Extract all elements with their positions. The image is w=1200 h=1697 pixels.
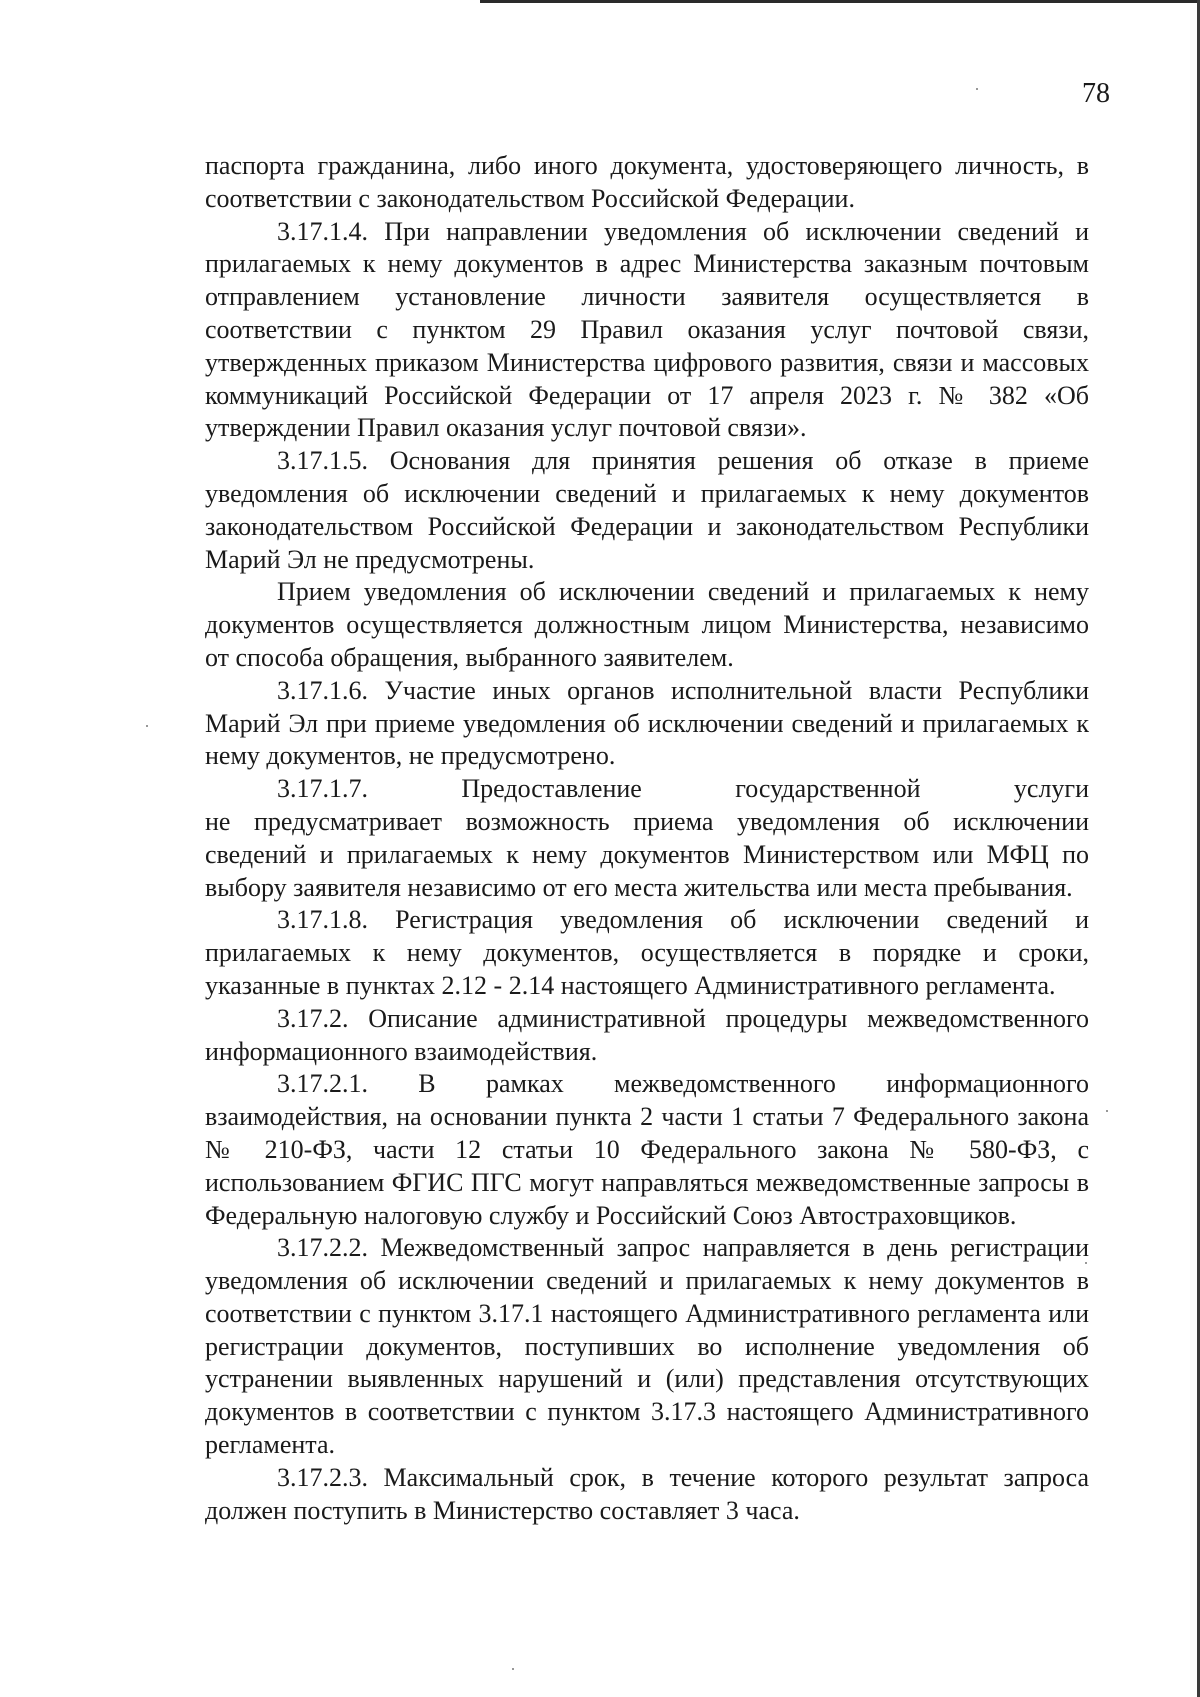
scan-speck bbox=[146, 725, 148, 727]
page-number: 78 bbox=[1082, 78, 1110, 109]
paragraph: 3.17.1.8. Регистрация уведомления об исключении сведений и прилагаемых к нему документов, осуществляется в порядке и сроки, указанные в пунктах 2.12 - 2.14 настоящего Административного регламента. bbox=[205, 905, 1089, 1000]
paragraph: 3.17.2.1. В рамках межведомственного информационного bbox=[277, 1069, 1089, 1099]
paragraph: паспорта гражданина, либо иного документа, удостоверяющего личность, в соответствии с законодательством Российской Федерации. bbox=[205, 151, 1089, 213]
paragraph: не предусматривает возможность приема уведомления об исключении сведений и прилагаемых к нему документов Министерством или МФЦ по выбору заявителя независимо от его места жительства или места пребывания. bbox=[205, 806, 1089, 902]
document-body bbox=[205, 150, 1089, 1527]
paragraph: 3.17.1.4. При направлении уведомления об исключении сведений и прилагаемых к нему документов в адрес Министерства заказным почтовым отправлением установление личности заявителя осуществляется в соответствии с пунктом 29 Правил оказания услуг почтовой связи, утвержденных приказом Министерства цифрового развития, связи и массовых коммуникаций Российской Федерации от 17 апреля 2023 г. № 382 «Об утверждении Правил оказания услуг почтовой связи». bbox=[205, 216, 1089, 443]
paragraph: 3.17.1.5. Основания для принятия решения об отказе в приеме уведомления об исключении сведений и прилагаемых к нему документов законодательством Российской Федерации и законодательством Республики Марий Эл не предусмотрены. bbox=[205, 446, 1089, 574]
paragraph: взаимодействия, на основании пункта 2 части 1 статьи 7 Федерального закона № 210-ФЗ, части 12 статьи 10 Федерального закона № 580-ФЗ, с использованием ФГИС ПГС могут направляться межведомственные запросы в Федеральную налоговую службу и Российский Союз Автостраховщиков. bbox=[205, 1102, 1089, 1230]
paragraph: 3.17.2.3. Максимальный срок, в течение которого результат запроса должен поступить в Министерство составляет 3 часа. bbox=[205, 1462, 1089, 1525]
scan-speck bbox=[976, 88, 978, 90]
scan-speck bbox=[512, 1668, 514, 1670]
paragraph: 3.17.2. Описание административной процедуры межведомственного информационного взаимодействия. bbox=[205, 1003, 1089, 1066]
paragraph: 3.17.1.7. Предоставление государственной услуги bbox=[277, 774, 1089, 804]
paragraph: Прием уведомления об исключении сведений и прилагаемых к нему документов осуществляется должностным лицом Министерства, независимо от способа обращения, выбранного заявителем. bbox=[205, 577, 1089, 672]
paragraph: 3.17.2.2. Межведомственный запрос направляется в день регистрации уведомления об исключении сведений и прилагаемых к нему документов в соответствии с пунктом 3.17.1 настоящего Административного регламента или регистрации документов, поступивших во исполнение уведомления об устранении выявленных нарушений и (или) представления отсутствующих документов в соответствии с пунктом 3.17.3 настоящего Административного регламента. bbox=[205, 1233, 1089, 1460]
scan-speck bbox=[1106, 1110, 1108, 1112]
scan-speck bbox=[1085, 1262, 1087, 1264]
scan-edge-top bbox=[480, 0, 1200, 3]
paragraph: 3.17.1.6. Участие иных органов исполнительной власти Республики Марий Эл при приеме уведомления об исключении сведений и прилагаемых к нему документов, не предусмотрено. bbox=[205, 675, 1089, 771]
